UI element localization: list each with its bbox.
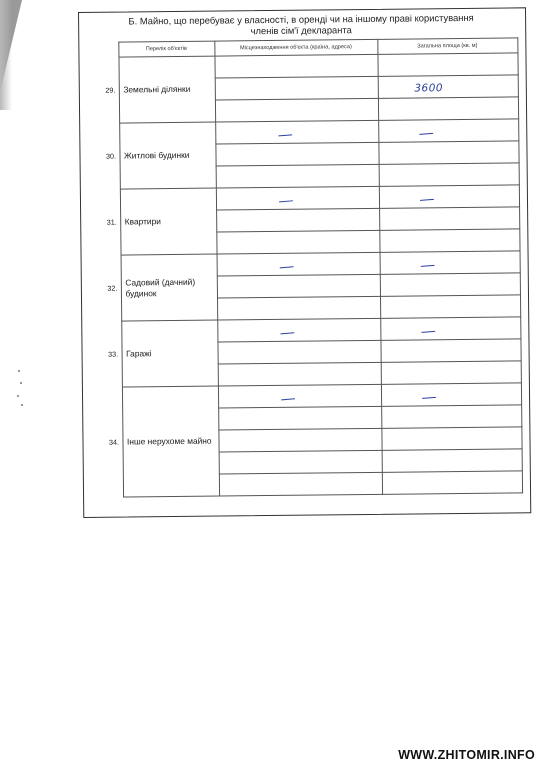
row-category: Садовий (дачний) будинок: [121, 254, 218, 321]
row-number: 31.: [106, 217, 117, 227]
site-watermark: WWW.ZHITOMIR.INFO: [398, 748, 535, 762]
row-number: 29.: [105, 85, 116, 95]
section-heading-line2: членів сім'ї декларанта: [250, 24, 352, 37]
row-number: 34.: [108, 437, 120, 447]
row-category: Квартири: [120, 188, 217, 255]
location-cell: [217, 318, 380, 342]
handwritten-dash-area: [421, 331, 435, 334]
handwritten-dash-location: [279, 266, 293, 269]
handwritten-dash-location: [281, 398, 295, 401]
row-category: Земельні ділянки: [118, 56, 215, 123]
area-cell: [377, 53, 517, 76]
location-cell: [215, 76, 378, 100]
location-cell: [216, 186, 379, 210]
handwritten-dash-location: [278, 134, 292, 137]
area-cell: [378, 119, 518, 142]
row-number: 32.: [107, 283, 118, 293]
property-table: [98, 37, 522, 497]
handwritten-dash-location: [278, 200, 292, 203]
area-cell: [380, 317, 520, 340]
column-header-objects: Перелік об'єктів: [118, 41, 214, 57]
declaration-page: [78, 7, 531, 518]
area-cell: [379, 185, 519, 208]
handwritten-dash-area: [422, 397, 436, 400]
location-cell: [215, 120, 378, 144]
scan-specks: [17, 368, 23, 408]
area-cell: [378, 97, 518, 120]
area-cell: [381, 383, 521, 406]
row-category: Гаражі: [121, 320, 218, 387]
row-number: 33.: [108, 349, 119, 359]
column-header-area: Загальна площа (кв. м): [377, 38, 517, 54]
section-heading-line1: Б. Майно, що перебуває у власності, в оренді чи на іншому праві користування: [128, 11, 474, 27]
scan-edge-gradient: [0, 0, 12, 110]
handwritten-dash-area: [419, 133, 433, 136]
handwritten-dash-area: [419, 199, 433, 202]
location-cell: [215, 98, 378, 122]
handwritten-area-value: 3600: [414, 81, 444, 94]
location-cell: [214, 54, 377, 78]
area-cell: [378, 75, 518, 98]
row-number: 30.: [105, 151, 117, 161]
handwritten-dash-area: [420, 265, 434, 268]
location-cell: [218, 384, 381, 408]
location-cell: [217, 252, 380, 276]
section-heading: [78, 11, 524, 38]
area-cell: [380, 251, 520, 274]
row-category: Інше нерухоме майно: [122, 386, 219, 497]
column-header-location: Місцезнаходження об'єкта (країна, адреса): [214, 39, 377, 56]
row-category: Житлові будинки: [119, 122, 216, 189]
handwritten-dash-location: [280, 332, 294, 335]
